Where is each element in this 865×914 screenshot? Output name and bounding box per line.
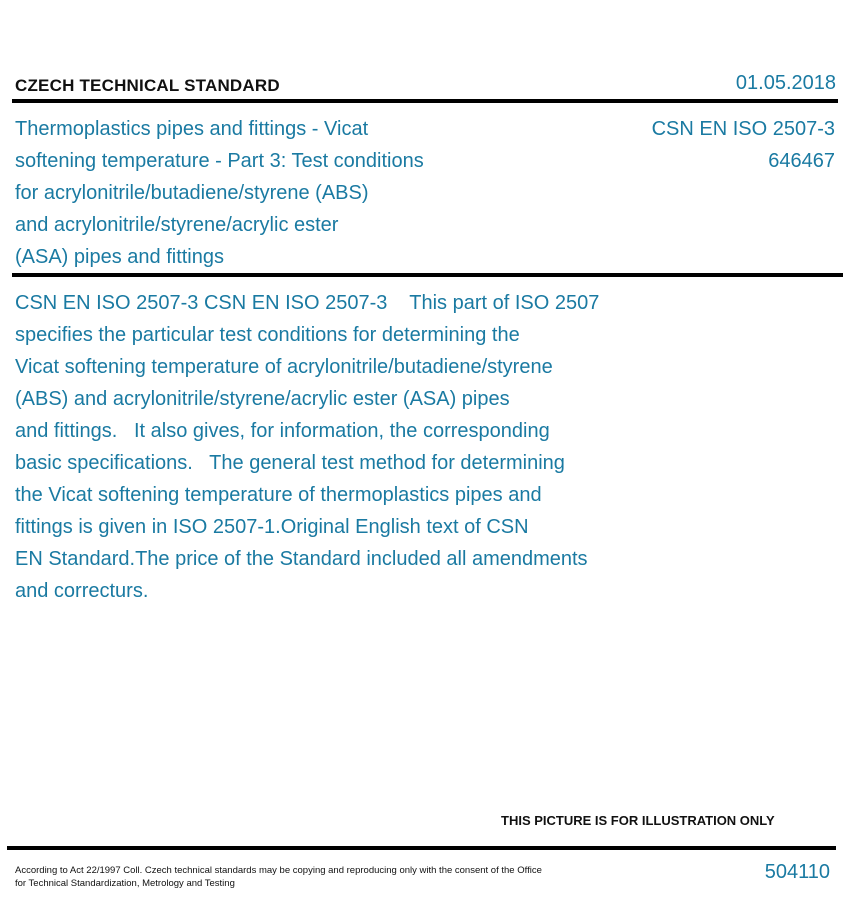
description-line: specifies the particular test conditions for determining the bbox=[15, 324, 520, 346]
description-line: EN Standard.The price of the Standard included all amendments bbox=[15, 548, 588, 570]
standard-title-line: softening temperature - Part 3: Test conditions bbox=[15, 150, 424, 172]
title-divider bbox=[12, 273, 843, 277]
description-line: Vicat softening temperature of acrylonitrile/butadiene/styrene bbox=[15, 356, 553, 378]
description-line: fittings is given in ISO 2507-1.Original English text of CSN bbox=[15, 516, 529, 538]
description-line: the Vicat softening temperature of thermoplastics pipes and bbox=[15, 484, 542, 506]
description-line: basic specifications. The general test method for determining bbox=[15, 452, 565, 474]
description-line: and correcturs. bbox=[15, 580, 149, 602]
catalog-number: 646467 bbox=[768, 150, 835, 172]
legal-notice-line: for Technical Standardization, Metrology and Testing bbox=[15, 878, 235, 889]
illustration-notice: THIS PICTURE IS FOR ILLUSTRATION ONLY bbox=[501, 813, 775, 828]
description-line: (ABS) and acrylonitrile/styrene/acrylic ester (ASA) pipes bbox=[15, 388, 510, 410]
header-divider bbox=[12, 99, 838, 103]
standard-title-line: and acrylonitrile/styrene/acrylic ester bbox=[15, 214, 339, 236]
description-line: and fittings. It also gives, for information, the corresponding bbox=[15, 420, 550, 442]
footer-divider bbox=[7, 846, 836, 850]
publication-date: 01.05.2018 bbox=[735, 72, 836, 94]
legal-notice-line: According to Act 22/1997 Coll. Czech technical standards may be copying and reproducing only with the consent of the Office bbox=[15, 865, 542, 876]
standard-title-line: (ASA) pipes and fittings bbox=[15, 246, 224, 268]
legal-notice bbox=[15, 864, 615, 890]
standard-description bbox=[15, 287, 675, 607]
standard-code: CSN EN ISO 2507-3 bbox=[651, 118, 835, 140]
standard-identifiers bbox=[652, 113, 835, 177]
standard-title bbox=[15, 113, 475, 273]
footer-code: 504110 bbox=[764, 861, 830, 883]
document-heading: CZECH TECHNICAL STANDARD bbox=[15, 76, 280, 95]
standard-title-line: Thermoplastics pipes and fittings - Vicat bbox=[15, 118, 369, 140]
description-line: CSN EN ISO 2507-3 CSN EN ISO 2507-3 This part of ISO 2507 bbox=[15, 292, 600, 314]
standard-title-line: for acrylonitrile/butadiene/styrene (ABS) bbox=[15, 182, 369, 204]
